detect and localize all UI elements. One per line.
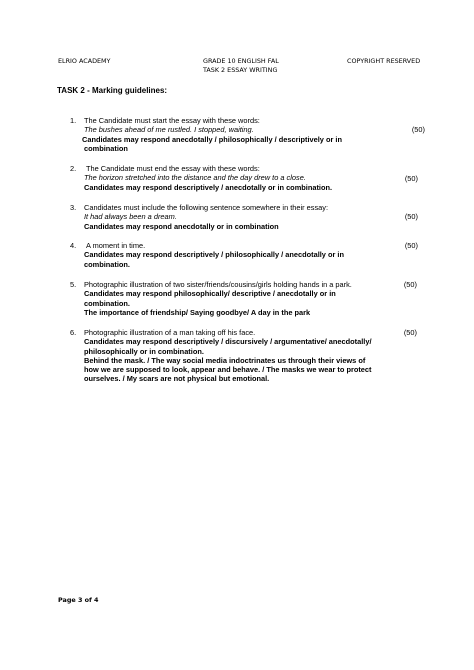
item-response-note: combination. <box>84 298 130 308</box>
item-response-note: Candidates may respond descriptively / philosophically / anecdotally or in <box>84 250 344 260</box>
item-quote: It had always been a dream. <box>84 212 177 222</box>
item-mark: (50) <box>404 174 418 183</box>
page-number: Page 3 of 4 <box>58 596 99 604</box>
item-quote: The bushes ahead of me rustled. I stopped, waiting. <box>84 125 254 135</box>
item-response-note: combination <box>84 143 128 153</box>
item-instruction: Photographic illustration of a man taking off his face. <box>84 328 256 337</box>
item-response-note: philosophically or in combination. <box>84 346 204 356</box>
item-instruction: Photographic illustration of two sister/friends/cousins/girls holding hands in a park. <box>84 280 352 289</box>
header-school-name: ELRIO ACADEMY <box>58 57 111 65</box>
item-number: 2. <box>70 164 77 173</box>
header-grade: GRADE 10 ENGLISH FAL <box>203 57 279 65</box>
item-instruction: Candidates must include the following sentence somewhere in their essay: <box>84 203 329 212</box>
task-title: TASK 2 - Marking guidelines: <box>57 86 168 95</box>
item-instruction: A moment in time. <box>86 241 146 250</box>
item-number: 5. <box>70 280 77 289</box>
header-subject <box>203 57 279 75</box>
item-response-note: Candidates may respond philosophically/ descriptive / anecdotally or in <box>84 289 336 299</box>
item-number: 3. <box>70 203 77 212</box>
item-mark: (50) <box>403 328 417 337</box>
header-copyright: COPYRIGHT RESERVED <box>347 57 421 65</box>
item-instruction: The Candidate must start the essay with these words: <box>84 116 260 125</box>
item-quote: The horizon stretched into the distance and the day drew to a close. <box>84 173 306 183</box>
item-response-note: Candidates may respond anecdotally or in combination <box>84 221 279 231</box>
item-mark: (50) <box>404 241 418 250</box>
item-response-note: combination. <box>84 259 130 269</box>
item-response-note: Candidates may respond descriptively / anecdotally or in combination. <box>84 182 333 192</box>
item-topics: ourselves. / My scars are not physical but emotional. <box>84 374 270 384</box>
item-response-note: Candidates may respond descriptively / discursively / argumentative/ anecdotally/ <box>84 337 372 347</box>
item-topics: Behind the mask. / The way social media indoctrinates us through their views of <box>84 355 366 365</box>
item-instruction: The Candidate must end the essay with these words: <box>86 164 260 173</box>
item-number: 4. <box>70 241 77 250</box>
item-number: 1. <box>70 116 77 125</box>
item-response-note: Candidates may respond anecdotally / philosophically / descriptively or in <box>82 134 342 144</box>
item-mark: (50) <box>411 125 425 134</box>
item-topics: The importance of friendship/ Saying goodbye/ A day in the park <box>84 307 311 317</box>
item-number: 6. <box>70 328 77 337</box>
item-mark: (50) <box>404 212 418 221</box>
item-topics: how we are supposed to look, appear and behave. / The masks we wear to protect <box>84 365 372 375</box>
header-task: TASK 2 ESSAY WRITING <box>203 66 278 74</box>
item-mark: (50) <box>403 280 417 289</box>
